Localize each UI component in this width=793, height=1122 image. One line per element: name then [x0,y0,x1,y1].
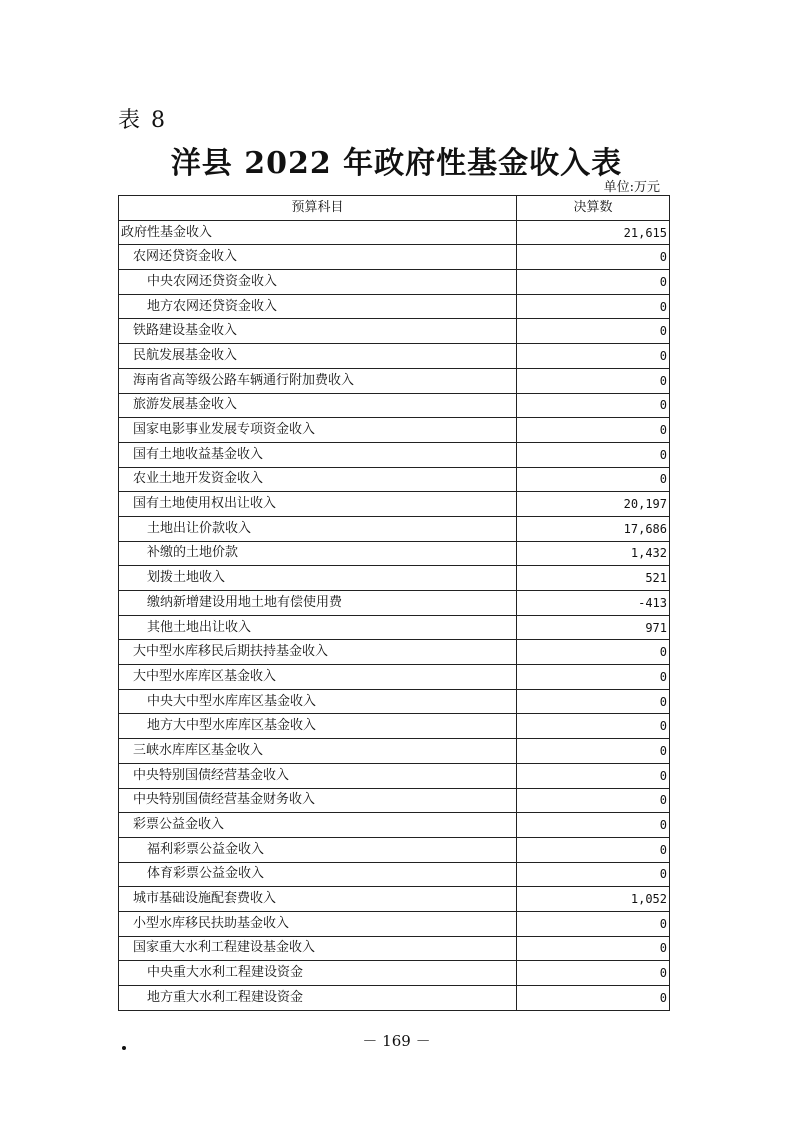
table-row [119,739,670,764]
table-row [119,665,670,690]
row-value: 0 [517,763,670,788]
dot-mark [122,1046,126,1050]
row-value: 971 [517,615,670,640]
row-value: 1,052 [517,887,670,912]
row-label: 地方重大水利工程建设资金 [119,986,517,1011]
row-value: 0 [517,665,670,690]
row-value: 0 [517,319,670,344]
row-label: 政府性基金收入 [119,220,517,245]
table-row [119,566,670,591]
table-row [119,516,670,541]
row-label: 国家电影事业发展专项资金收入 [119,418,517,443]
row-value: 21,615 [517,220,670,245]
table-row [119,788,670,813]
row-label: 农业土地开发资金收入 [119,467,517,492]
row-label: 福利彩票公益金收入 [119,837,517,862]
row-label: 中央特别国债经营基金财务收入 [119,788,517,813]
table-row [119,936,670,961]
unit-label: 单位:万元 [603,180,660,195]
row-label: 旅游发展基金收入 [119,393,517,418]
row-value: 0 [517,788,670,813]
row-label: 三峡水库库区基金收入 [119,739,517,764]
row-label: 其他土地出让收入 [119,615,517,640]
row-value: 20,197 [517,492,670,517]
row-value: 0 [517,270,670,295]
row-value: 17,686 [517,516,670,541]
row-label: 海南省高等级公路车辆通行附加费收入 [119,368,517,393]
table-row [119,319,670,344]
table-row [119,640,670,665]
row-label: 中央农网还贷资金收入 [119,270,517,295]
row-value: 0 [517,739,670,764]
row-value: 1,432 [517,541,670,566]
row-label: 大中型水库移民后期扶持基金收入 [119,640,517,665]
row-label: 农网还贷资金收入 [119,245,517,270]
table-row [119,862,670,887]
table-row [119,492,670,517]
page-number: － 169 － [362,1032,431,1050]
table-row [119,911,670,936]
row-label: 地方农网还贷资金收入 [119,294,517,319]
row-value: 0 [517,442,670,467]
row-value: 0 [517,393,670,418]
table-row [119,541,670,566]
table-row [119,714,670,739]
table-body [119,220,670,1010]
row-value: 0 [517,936,670,961]
row-label: 划拨土地收入 [119,566,517,591]
row-label: 城市基础设施配套费收入 [119,887,517,912]
row-label: 中央特别国债经营基金收入 [119,763,517,788]
table-row [119,393,670,418]
row-label: 土地出让价款收入 [119,516,517,541]
row-label: 国有土地使用权出让收入 [119,492,517,517]
row-value: 521 [517,566,670,591]
row-value: 0 [517,911,670,936]
table-row [119,418,670,443]
row-label: 国家重大水利工程建设基金收入 [119,936,517,961]
page-title: 洋县 2022 年政府性基金收入表 [170,146,623,181]
table-row [119,689,670,714]
row-label: 彩票公益金收入 [119,813,517,838]
row-value: 0 [517,961,670,986]
table-row [119,245,670,270]
table-row [119,813,670,838]
table-row [119,961,670,986]
column-header-value: 决算数 [517,196,670,221]
table-row [119,763,670,788]
row-value: 0 [517,294,670,319]
table-row [119,467,670,492]
row-value: -413 [517,591,670,616]
table-row [119,442,670,467]
table-row [119,837,670,862]
row-value: 0 [517,344,670,369]
row-value: 0 [517,368,670,393]
row-value: 0 [517,986,670,1011]
row-label: 缴纳新增建设用地土地有偿使用费 [119,591,517,616]
row-value: 0 [517,837,670,862]
row-value: 0 [517,862,670,887]
row-label: 国有土地收益基金收入 [119,442,517,467]
row-value: 0 [517,689,670,714]
fund-revenue-table [118,195,670,1011]
row-label: 中央大中型水库库区基金收入 [119,689,517,714]
row-label: 大中型水库库区基金收入 [119,665,517,690]
table-row [119,591,670,616]
table-row [119,615,670,640]
table-row [119,294,670,319]
column-header-item: 预算科目 [119,196,517,221]
row-label: 小型水库移民扶助基金收入 [119,911,517,936]
table-row [119,270,670,295]
table-header-row [119,196,670,221]
table-row [119,368,670,393]
row-label: 补缴的土地价款 [119,541,517,566]
table-row [119,887,670,912]
row-label: 中央重大水利工程建设资金 [119,961,517,986]
row-label: 民航发展基金收入 [119,344,517,369]
table-label: 表 8 [118,108,167,133]
row-label: 地方大中型水库库区基金收入 [119,714,517,739]
row-value: 0 [517,813,670,838]
row-label: 铁路建设基金收入 [119,319,517,344]
row-value: 0 [517,640,670,665]
table-row [119,986,670,1011]
table-row [119,344,670,369]
table-row [119,220,670,245]
row-value: 0 [517,467,670,492]
row-value: 0 [517,418,670,443]
row-value: 0 [517,245,670,270]
row-value: 0 [517,714,670,739]
row-label: 体育彩票公益金收入 [119,862,517,887]
